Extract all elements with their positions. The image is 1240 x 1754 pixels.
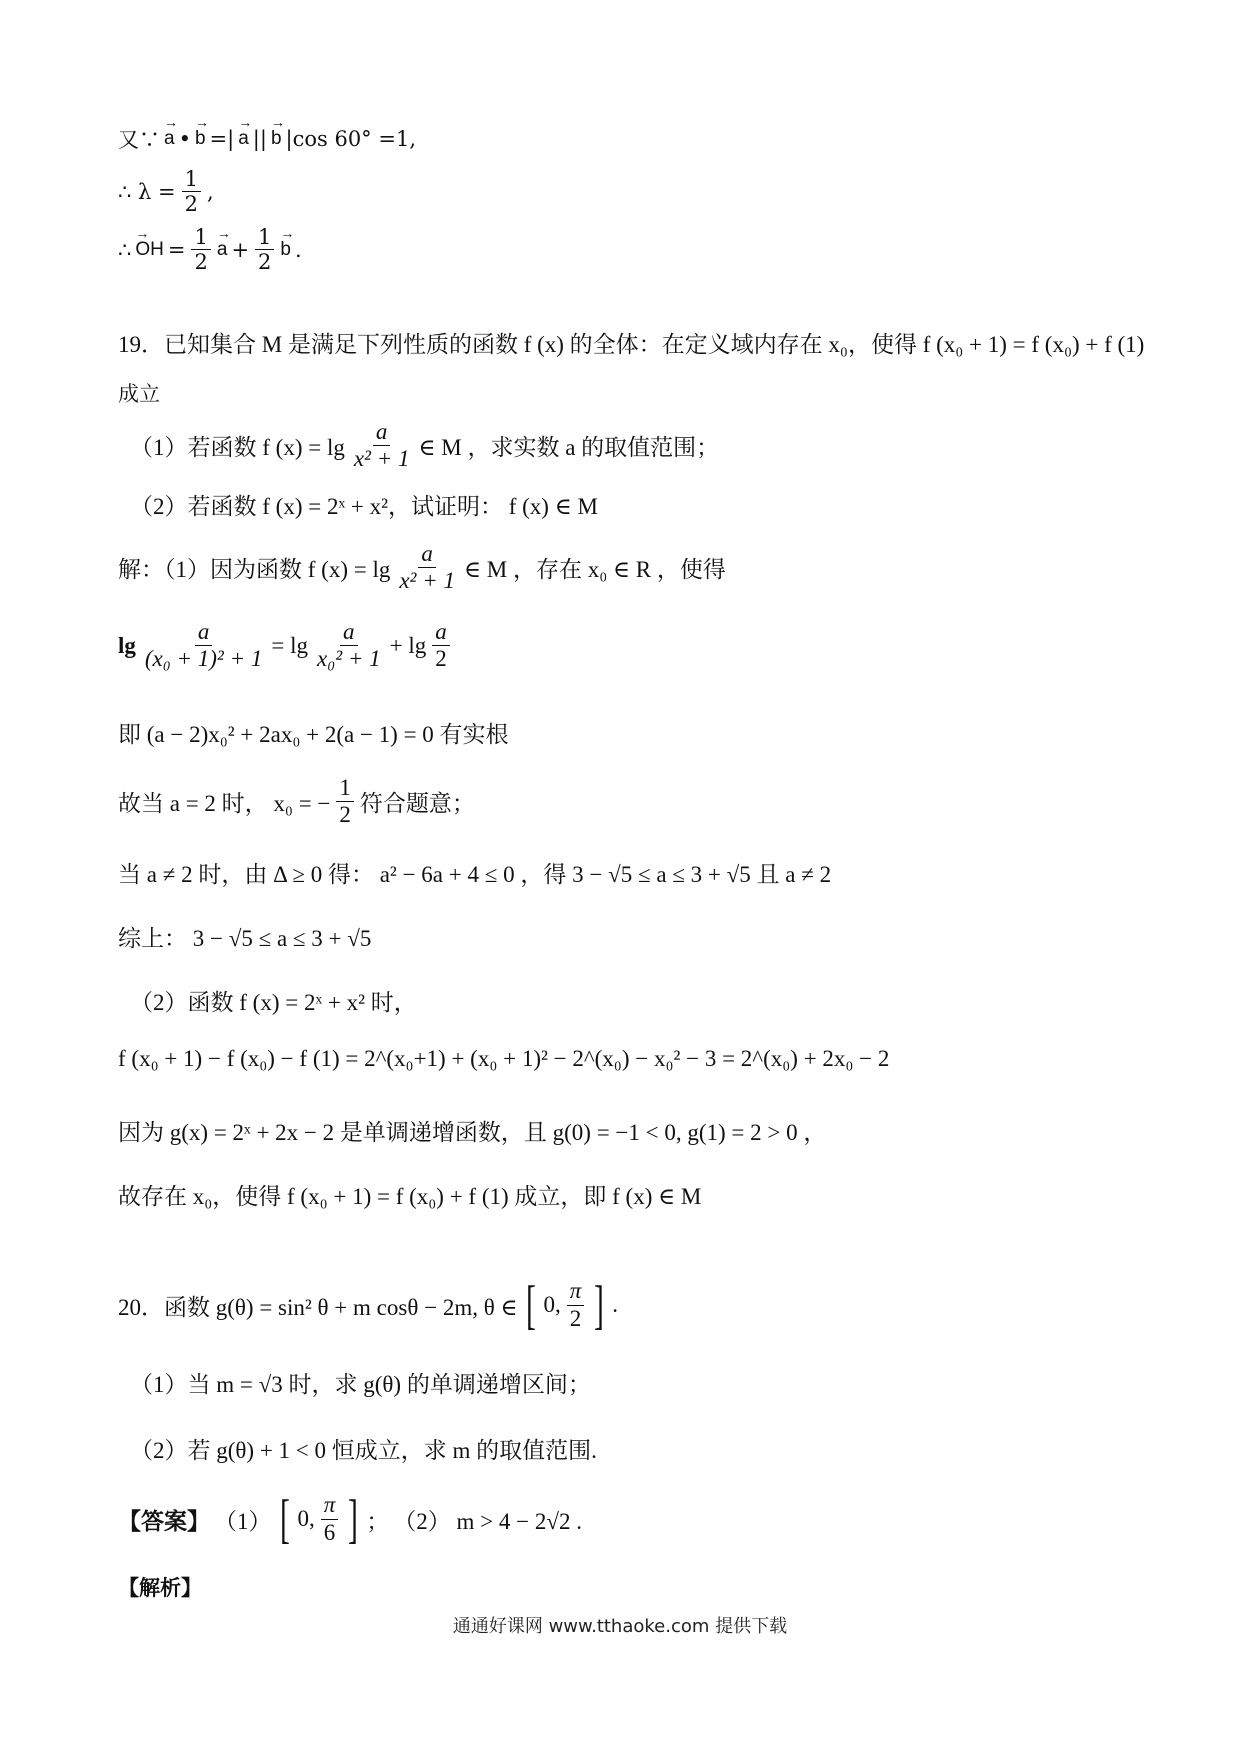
vector-a: → a: [164, 128, 175, 150]
fraction-1: [142, 620, 265, 671]
zero: 0,: [543, 1292, 561, 1317]
bars: ||: [252, 127, 267, 151]
numerator: a: [432, 620, 450, 646]
fraction: [336, 776, 354, 827]
left-bracket: [: [279, 1489, 290, 1549]
answer-label: 【答案】: [118, 1508, 210, 1534]
left-bracket: [: [525, 1275, 536, 1335]
vector-oh: → OH: [135, 239, 164, 261]
denominator: x² + 1: [353, 446, 410, 472]
q19-solution-7: （2）函数 f (x) = 2ˣ + x² 时，: [130, 990, 417, 1015]
label: 解：（1）因为函数 f (x) = lg: [118, 557, 391, 583]
fraction: [396, 542, 458, 593]
q19-solution-1: [118, 542, 726, 593]
denominator: 2: [184, 192, 198, 217]
vector-a-abs: → a: [238, 128, 249, 150]
part2-answer: （2） m > 4 − 2√2 .: [393, 1508, 582, 1534]
q20-answer: [118, 1489, 582, 1549]
tail: 符合题意；: [359, 791, 475, 817]
prefix: ∴ λ =: [118, 179, 176, 204]
prev-line-3: [118, 226, 302, 273]
fraction: [321, 1493, 339, 1544]
vector-b: → b: [195, 128, 206, 150]
plus: +: [231, 237, 250, 262]
denominator: 2: [339, 802, 351, 828]
footer-source: 通通好课网 www.tthaoke.com 提供下载: [452, 1616, 788, 1637]
zero: 0,: [297, 1506, 315, 1531]
tail: ,: [207, 179, 214, 204]
prefix: 故当 a = 2 时， x₀ = −: [118, 791, 331, 817]
denominator: x₀² + 1: [316, 646, 381, 672]
numerator: 1: [182, 168, 201, 192]
numerator: 1: [255, 226, 274, 250]
q19-part2: （2）若函数 f (x) = 2ˣ + x²，试证明： f (x) ∈ M: [130, 494, 598, 519]
numerator: π: [321, 1493, 339, 1519]
numerator: a: [195, 620, 213, 646]
denominator: 2: [569, 1305, 582, 1331]
q19-solution-4: [118, 776, 475, 827]
eq: =|: [209, 127, 235, 151]
q19-stem: 19．已知集合 M 是满足下列性质的函数 f (x) 的全体：在定义域内存在 x₀，使得 f (x₀ + 1) = f (x₀) + f (1): [118, 332, 1145, 357]
prefix: ∴: [118, 237, 132, 262]
q19-solution-9: 因为 g(x) = 2ˣ + 2x − 2 是单调递增函数，且 g(0) = −1 < 0, g(1) = 2 > 0 ，: [118, 1120, 827, 1145]
fraction-2: [314, 620, 384, 671]
prefix: 20．函数 g(θ) = sin² θ + m cosθ − 2m, θ ∈: [118, 1294, 518, 1320]
fraction-2: [255, 226, 274, 273]
q19-stem-cont: 成立: [118, 382, 160, 406]
numerator: 1: [191, 226, 210, 250]
q19-solution-6: 综上： 3 − √5 ≤ a ≤ 3 + √5: [118, 926, 372, 951]
vector-b: → b: [280, 239, 291, 261]
tail: ∈ M ，存在 x₀ ∈ R ，使得: [463, 557, 726, 583]
q19-part1: [130, 420, 719, 471]
q20-part2: （2）若 g(θ) + 1 < 0 恒成立，求 m 的取值范围.: [130, 1438, 597, 1463]
fraction: [567, 1279, 585, 1330]
q20-part1: （1）当 m = √3 时，求 g(θ) 的单调递增区间；: [130, 1372, 591, 1397]
tail: ∈ M ，求实数 a 的取值范围；: [418, 435, 720, 461]
right-bracket: ]: [594, 1275, 605, 1335]
numerator: π: [567, 1279, 585, 1305]
numerator: a: [373, 420, 391, 446]
right-bracket: ]: [348, 1489, 359, 1549]
q20-analysis-label: 【解析】: [118, 1575, 202, 1600]
lg: lg: [118, 632, 136, 658]
vector-b-abs: → b: [271, 128, 282, 150]
fraction: [351, 420, 413, 471]
denominator: 2: [258, 250, 272, 275]
tail: |cos 60° =1,: [285, 127, 416, 151]
label: （1）若函数 f (x) = lg: [130, 435, 345, 461]
part1-label: （1）: [214, 1508, 272, 1534]
tail: .: [612, 1292, 619, 1317]
numerator: 1: [336, 776, 354, 802]
eq: = lg: [271, 632, 308, 658]
denominator: 6: [323, 1519, 336, 1545]
q19-solution-2: [118, 620, 452, 671]
q20-stem: [118, 1275, 619, 1335]
prefix: 又∵: [118, 128, 160, 152]
prev-line-1: [118, 124, 416, 154]
q19-solution-8: f (x₀ + 1) − f (x₀) − f (1) = 2^(x₀+1) + (x₀ + 1)² − 2^(x₀) − x₀² − 3 = 2^(x₀) + 2x₀ − 2: [118, 1046, 890, 1071]
fraction: [182, 168, 201, 215]
vector-a: → a: [217, 239, 228, 261]
tail: .: [295, 237, 302, 262]
denominator: 2: [194, 250, 208, 275]
q19-solution-5: 当 a ≠ 2 时，由 Δ ≥ 0 得： a² − 6a + 4 ≤ 0 ，得 3 − √5 ≤ a ≤ 3 + √5 且 a ≠ 2: [118, 862, 832, 887]
dot: •: [178, 127, 191, 151]
denominator: 2: [435, 646, 447, 672]
separator: ；: [366, 1508, 390, 1534]
fraction-1: [191, 226, 210, 273]
q19-solution-10: 故存在 x₀，使得 f (x₀ + 1) = f (x₀) + f (1) 成立，即 f (x) ∈ M: [118, 1184, 702, 1209]
q19-solution-3: 即 (a − 2)x₀² + 2ax₀ + 2(a − 1) = 0 有实根: [118, 722, 509, 747]
eq: =: [167, 237, 186, 262]
denominator: x² + 1: [399, 568, 455, 594]
denominator: (x₀ + 1)² + 1: [144, 646, 263, 672]
fraction-3: [432, 620, 450, 671]
numerator: a: [418, 542, 436, 568]
prev-line-2: [118, 168, 214, 215]
numerator: a: [340, 620, 358, 646]
plus: + lg: [389, 632, 427, 658]
